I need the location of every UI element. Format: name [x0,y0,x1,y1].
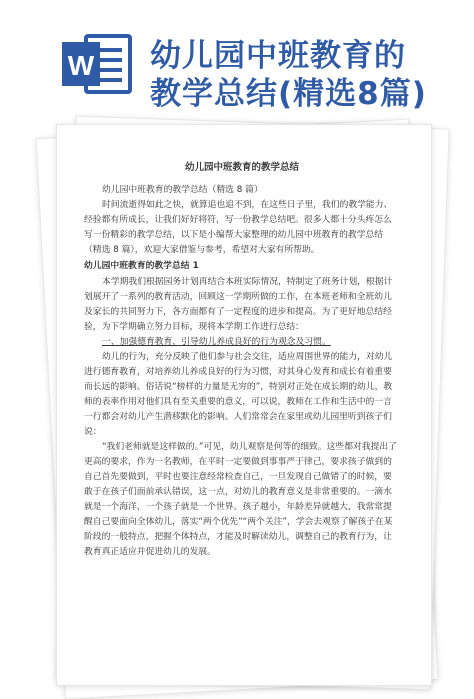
paragraph: 幼儿的行为，充分反映了他们参与社会交往，适应周围世界的能力，对幼儿进行德育教育，对培养幼儿养成良好的行为习惯，对其身心发育和成长有着重要而长远的影响。俗话说“榜样的力量是无穷的”，特别对正处在成长期的幼儿，教师的表率作用对他们具有至关重要的意义，可以说，教师在工作和生活中的一言一行都会对幼儿产生潜移默化的影响。人们常常会在家里或幼儿园里听到孩子们说： [84,352,393,437]
section-heading: 幼儿园中班教育的教学总结 1 [84,261,199,271]
list-item-heading: 一、加强德育教育，引导幼儿养成良好的行为观念及习惯。 [102,337,331,347]
paragraph: 本学期我们根据园务计划再结合本班实际情况，特制定了班务计划，根据计划展开了一系列的教育活动，回顾这一学期所做的工作，在本班老师和全班幼儿及家长的共同努力下，各方面都有了一定程度的进步和提高。为了更好地总结经验，为下学期确立努力目标，现将本学期工作进行总结： [84,277,393,332]
paragraph-intro: 时间流逝得如此之快，就算追也追不到，在这些日子里，我们的教学能力、经验都有所成长，让我们好好将符，写一份教学总结吧。很多人都十分头疼怎么写一份精彩的教学总结，以下是小编帮大家整理的幼儿园中班教育的教学总结（精选 8 篇），欢迎大家借鉴与参考，希望对大家有所帮助。 [84,200,393,255]
paragraph: “我们老师就是这样做的。”可见，幼儿观察是何等的细致。这些都对我提出了更高的要求，作为一名教师，在平时一定要做到事事严于律己，要求孩子做到的自己首先要做到，平时也要注意经常检查自己，一旦发现自己做错了的时候，要敢于在孩子们面前承认错误，这一点，对幼儿的教育意义是非常重要的。一滴水就是一个海洋，一个孩子就是一个世界。孩子越小，年龄差异就越大，我常常提醒自己要面向全体幼儿，落实“两个优先”“两个关注”，学会去观察了解孩子在某阶段的一般特点，把握个体特点，才能及时解读幼儿，调整自己的教育行为，让教育真正适应并促进幼儿的发展。 [84,442,398,557]
word-document-icon [60,30,134,98]
document-body [84,160,400,560]
page-title-line-2: 教学总结(精选8篇) [150,76,427,112]
header [0,0,474,120]
document-title: 幼儿园中班教育的教学总结 [184,162,299,173]
word-icon-letter: W [67,50,95,81]
paragraph-subtitle: 幼儿园中班教育的教学总结（精选 8 篇） [102,185,263,195]
page-title-line-1: 幼儿园中班教育的 [150,38,406,74]
